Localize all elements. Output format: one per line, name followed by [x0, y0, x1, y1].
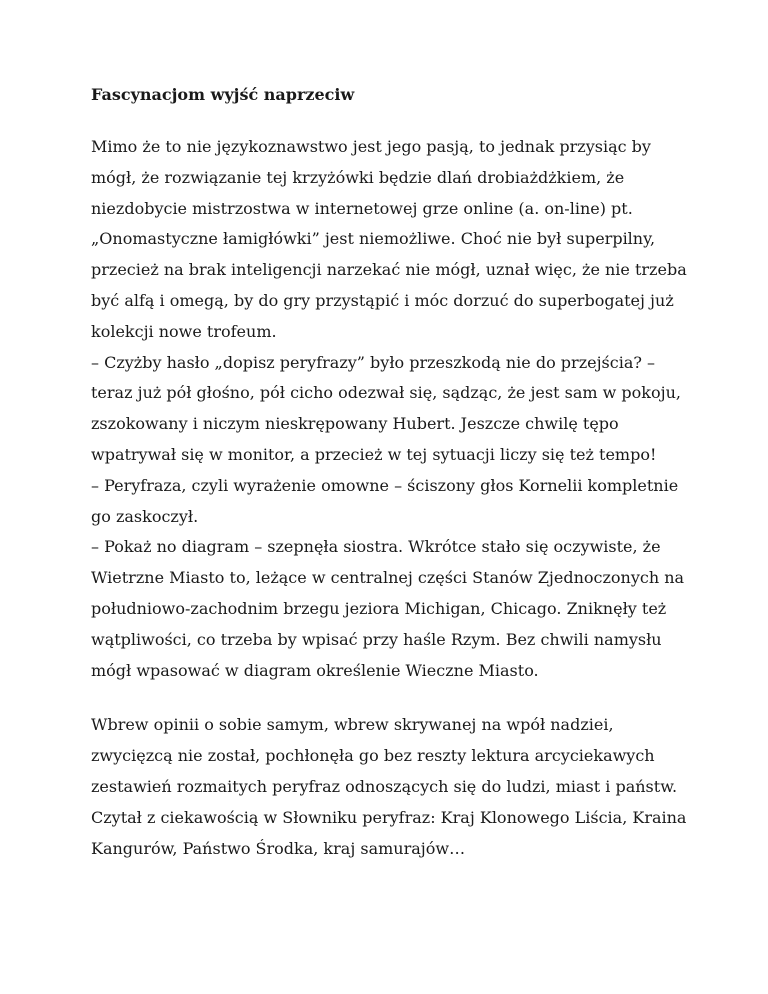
document-page: [91, 78, 691, 864]
dialogue-paragraph: – Peryfraza, czyli wyrażenie omowne – ściszony głos Kornelii kompletnie go zaskoczył.: [91, 475, 679, 526]
dialogue-paragraph: – Pokaż no diagram – szepnęła siostra. Wkrótce stało się oczywiste, że Wietrzne Miasto to, leżące w centralnej części Stanów Zjednoczonych na południowo-zachodnim brzegu jeziora Michigan, Chicago. Zniknęły też wątpliwości, co trzeba by wpisać przy haśle Rzym. Bez chwili namysłu mógł wpasować w diagram określenie Wieczne Miasto.: [91, 537, 685, 680]
paragraph-spacer: [91, 686, 691, 710]
paragraph: Wbrew opinii o sobie samym, wbrew skrywanej na wpół nadziei, zwycięzcą nie został, pochłonęła go bez reszty lektura arcyciekawych zestawień rozmaitych peryfraz odnoszących się do ludzi, miast i państw. Czytał z ciekawością w Słowniku peryfraz: Kraj Klonowego Liścia, Kraina Kangurów, Państwo Środka, kraj samurajów…: [91, 715, 687, 858]
paragraph: Mimo że to nie językoznawstwo jest jego pasją, to jednak przysiąc by mógł, że rozwiązanie tej krzyżówki będzie dlań drobiażdżkiem, że niezdobycie mistrzostwa w internetowej grze online (a. on-line) pt. „Onomastyczne łamigłówki” jest niemożliwe. Choć nie był superpilny, przecież na brak inteligencji narzekać nie mógł, uznał więc, że nie trzeba być alfą i omegą, by do gry przystąpić i móc dorzuć do superbogatej już kolekcji nowe trofeum.: [91, 137, 687, 341]
document-title: Fascynacjom wyjść naprzeciw: [91, 85, 355, 104]
dialogue-paragraph: – Czyżby hasło „dopisz peryfrazy” było przeszkodą nie do przejścia? – teraz już pół głośno, pół cicho odezwał się, sądząc, że jest sam w pokoju, zszokowany i niczym nieskrępowany Hubert. Jeszcze chwilę tępo wpatrywał się w monitor, a przecież w tej sytuacji liczy się też tempo!: [91, 352, 681, 464]
